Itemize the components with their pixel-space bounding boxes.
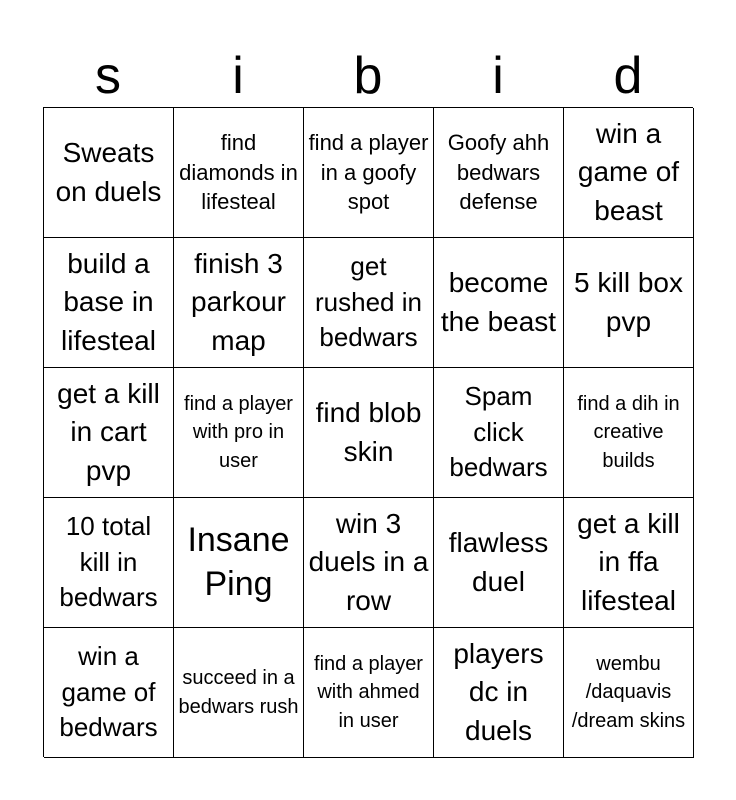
bingo-cell <box>304 498 434 628</box>
cell-text: wembu /daquavis /dream skins <box>571 652 686 732</box>
cell-text: win a game of beast <box>577 117 680 226</box>
bingo-cell <box>174 498 304 628</box>
cell-text: finish 3 parkour map <box>191 247 286 356</box>
bingo-cell <box>564 368 694 498</box>
header-letter-2: i <box>232 47 244 105</box>
bingo-cell <box>174 108 304 238</box>
bingo-cell <box>434 628 564 758</box>
cell-text: find blob skin <box>315 397 422 467</box>
bingo-cell <box>304 628 434 758</box>
cell-text: become the beast <box>440 267 557 337</box>
bingo-cell <box>174 628 304 758</box>
cell-text: flawless duel <box>448 527 549 597</box>
bingo-card <box>43 0 693 760</box>
header-letter-5: d <box>613 47 643 105</box>
cell-text: get a kill in ffa lifesteal <box>577 507 680 616</box>
cell-text: Goofy ahh bedwars defense <box>447 129 550 215</box>
bingo-cell <box>44 628 174 758</box>
bingo-cell <box>434 498 564 628</box>
bingo-header <box>43 46 693 106</box>
cell-text: players dc in duels <box>453 637 544 746</box>
header-letter-1: s <box>95 47 121 105</box>
cell-text: Insane Ping <box>187 520 290 603</box>
cell-text: 10 total kill in bedwars <box>59 511 158 613</box>
bingo-cell <box>44 108 174 238</box>
cell-text: build a base in lifesteal <box>61 247 156 356</box>
bingo-grid <box>43 107 693 757</box>
bingo-cell <box>564 498 694 628</box>
header-letter-3: b <box>353 47 383 105</box>
bingo-cell <box>564 628 694 758</box>
cell-text: win 3 duels in a row <box>308 507 429 616</box>
cell-text: succeed in a bedwars rush <box>178 667 299 718</box>
bingo-cell <box>174 238 304 368</box>
header-letter-4: i <box>492 47 504 105</box>
cell-text: win a game of bedwars <box>59 641 158 743</box>
cell-text: get rushed in bedwars <box>315 251 422 353</box>
bingo-cell <box>564 108 694 238</box>
cell-text: 5 kill box pvp <box>574 267 683 337</box>
cell-text: find a dih in creative builds <box>577 392 680 472</box>
bingo-cell <box>174 368 304 498</box>
bingo-cell <box>44 498 174 628</box>
cell-text: find a player with pro in user <box>184 392 293 472</box>
cell-text: find a player with ahmed in user <box>314 652 423 732</box>
cell-text: find a player in a goofy spot <box>308 129 429 215</box>
bingo-cell <box>44 368 174 498</box>
bingo-cell <box>44 238 174 368</box>
cell-text: Spam click bedwars <box>449 381 548 483</box>
cell-text: find diamonds in lifesteal <box>179 129 298 215</box>
bingo-cell <box>434 368 564 498</box>
bingo-cell <box>434 108 564 238</box>
bingo-cell <box>564 238 694 368</box>
bingo-cell <box>434 238 564 368</box>
bingo-cell <box>304 108 434 238</box>
cell-text: Sweats on duels <box>55 137 162 207</box>
bingo-cell <box>304 368 434 498</box>
cell-text: get a kill in cart pvp <box>57 377 160 486</box>
bingo-cell <box>304 238 434 368</box>
